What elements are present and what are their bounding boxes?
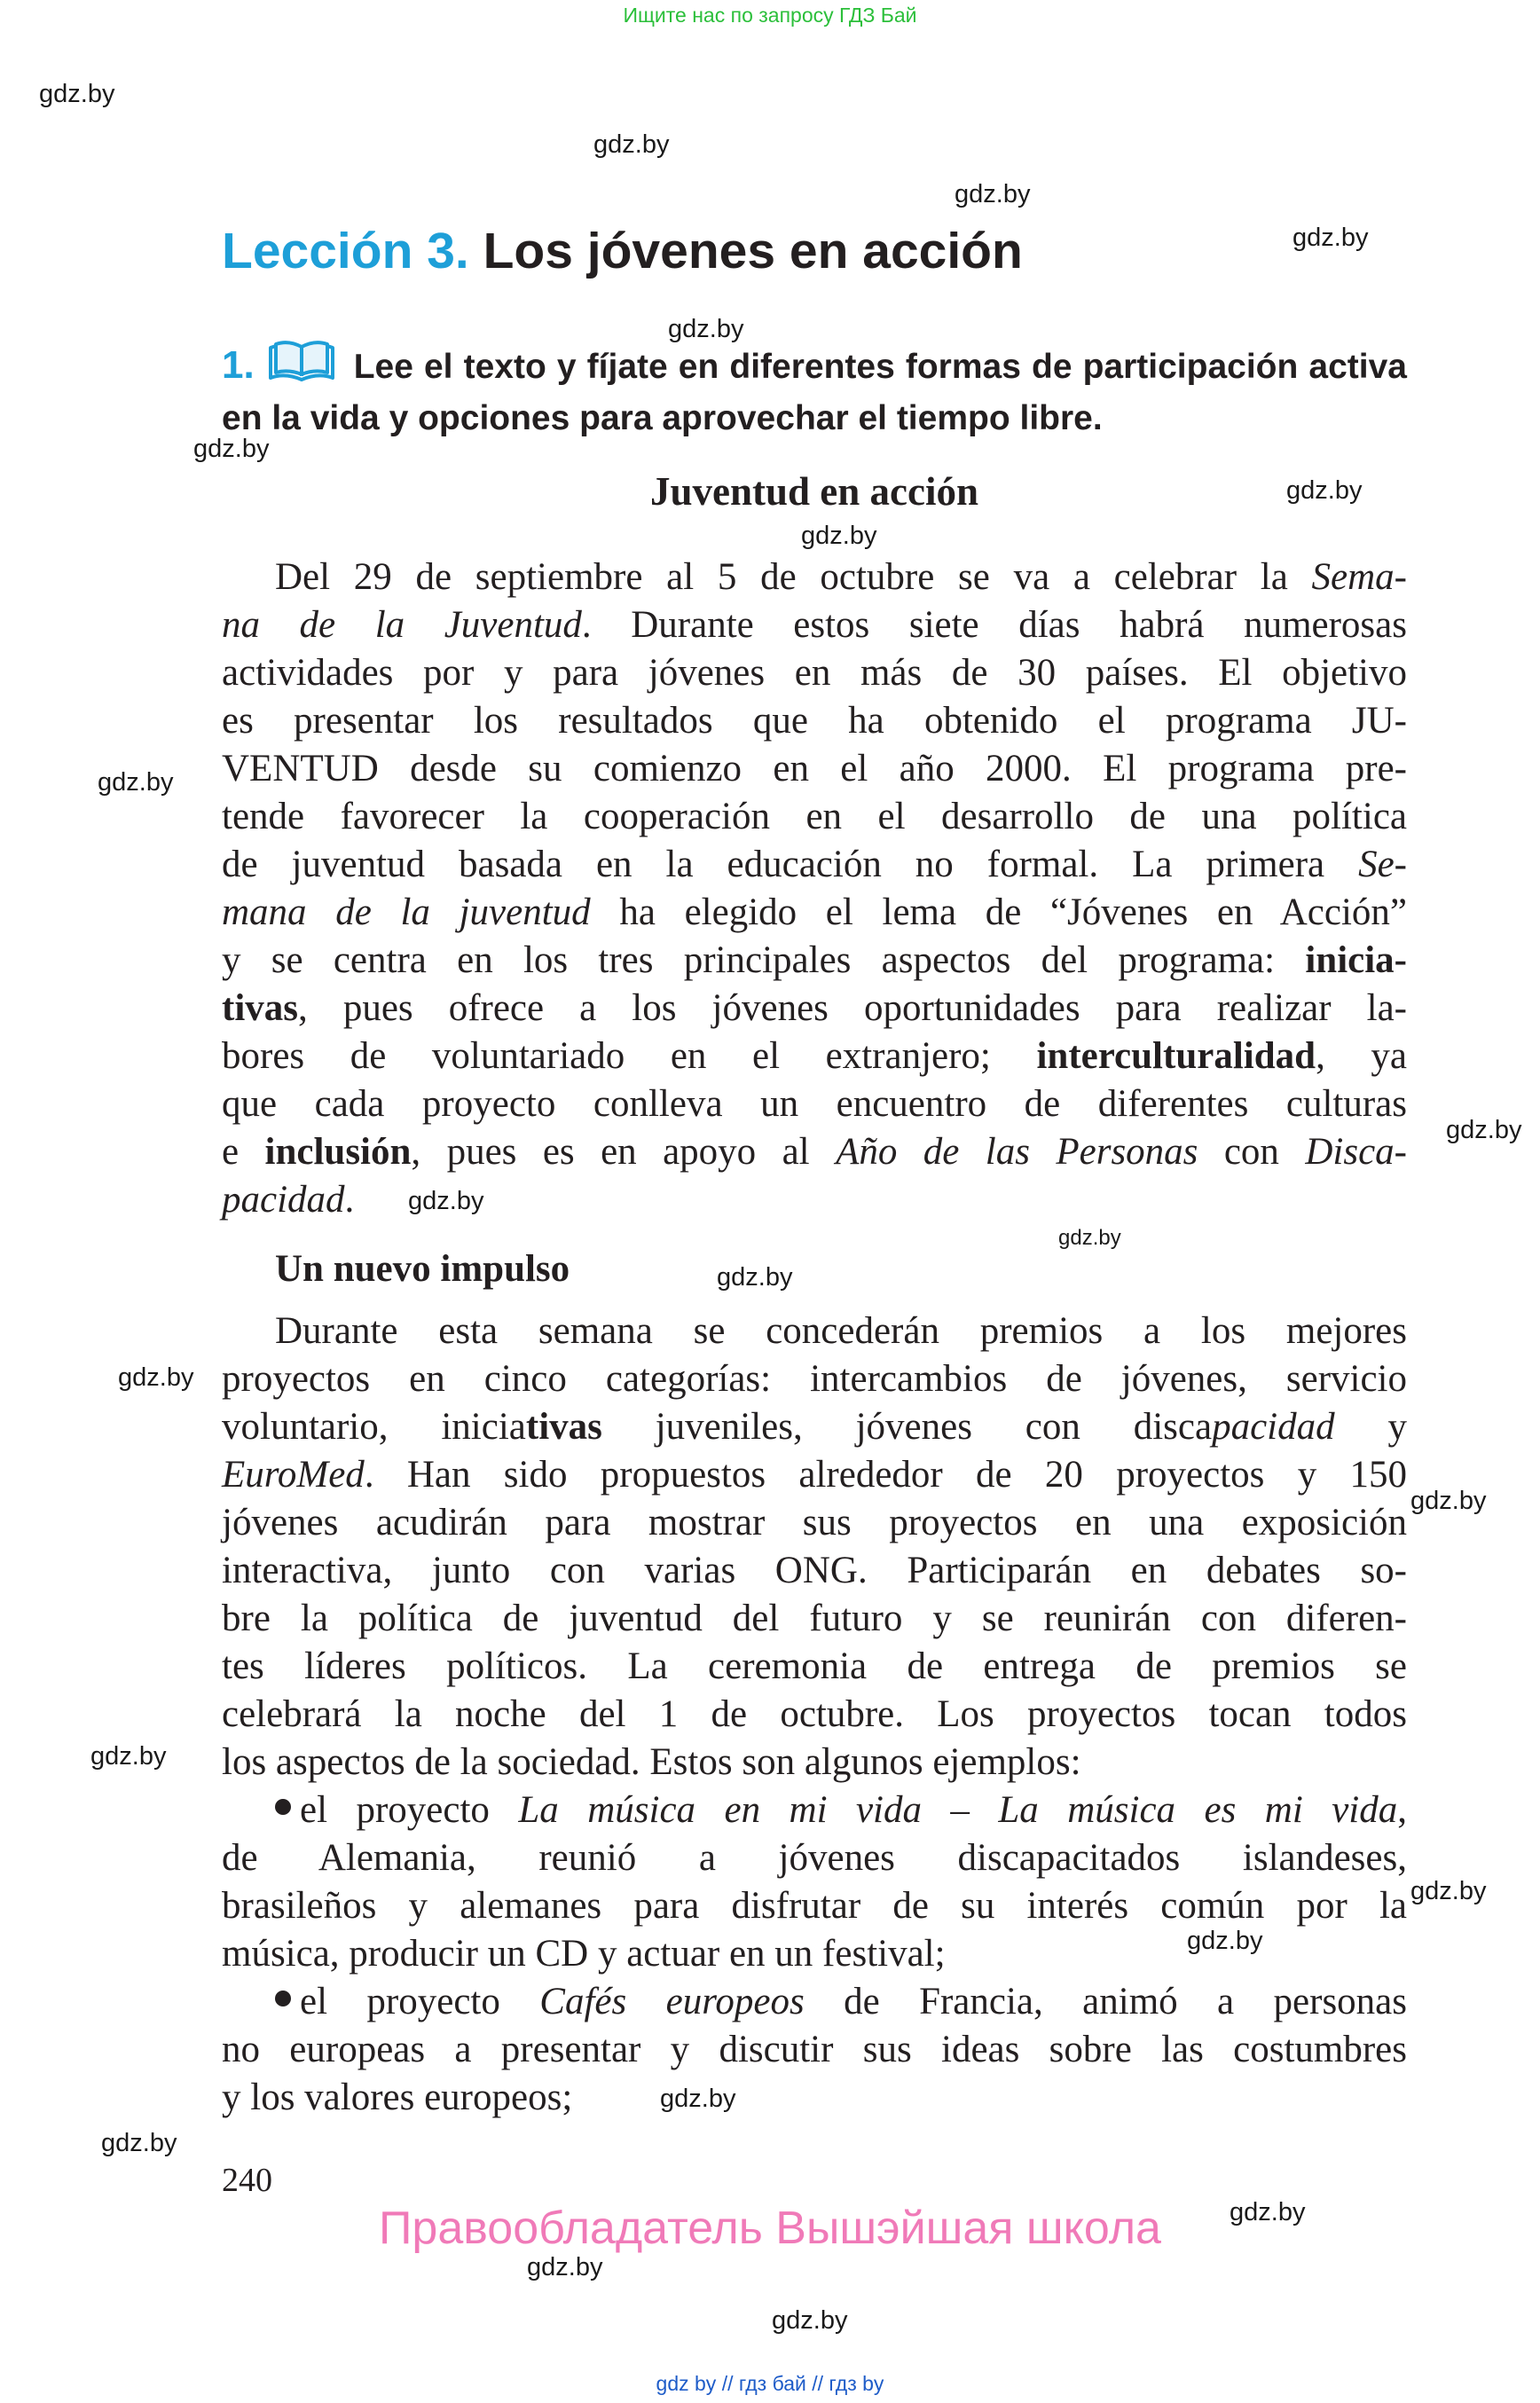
footer-links[interactable]: gdz by // гдз бай // гдз by <box>656 2372 884 2395</box>
bullet-icon <box>275 1991 291 2006</box>
text-line: mana de la juventud ha elegido el lema de “Jóvenes en Acción” <box>222 891 1407 933</box>
watermark: gdz.by <box>660 2085 736 2113</box>
watermark: gdz.by <box>717 1263 793 1292</box>
text-line: tende favorecer la cooperación en el desarrollo de una política <box>222 796 1407 837</box>
watermark: gdz.by <box>772 2306 848 2335</box>
watermark: gdz.by <box>39 80 115 108</box>
text-line: tes líderes políticos. La ceremonia de entrega de premios se <box>222 1645 1407 1687</box>
bullet-item-1 <box>222 1787 1407 1978</box>
text-line: celebrará la noche del 1 de octubre. Los proyectos tocan todos <box>222 1693 1407 1735</box>
paragraph-2 <box>222 1308 1407 1787</box>
text-line: actividades por y para jóvenes en más de 30 países. El objetivo <box>222 652 1407 694</box>
text-line: VENTUD desde su comienzo en el año 2000. El programa pre- <box>222 748 1407 789</box>
text-line: na de la Juventud. Durante estos siete días habrá numerosas <box>222 604 1407 646</box>
watermark: gdz.by <box>801 522 877 550</box>
watermark: gdz.by <box>408 1187 484 1215</box>
lesson-name: Los jóvenes en acción <box>483 223 1023 279</box>
watermark: gdz.by <box>955 180 1031 208</box>
watermark: gdz.by <box>1187 1927 1263 1955</box>
watermark: gdz.by <box>1230 2198 1306 2226</box>
text-heading: Juventud en acción <box>649 469 979 514</box>
watermark: gdz.by <box>1410 1487 1487 1515</box>
lesson-number: Lección 3. <box>222 223 469 279</box>
lesson-title <box>222 222 1023 280</box>
text-line: EuroMed. Han sido propuestos alrededor de 20 proyectos y 150 <box>222 1454 1407 1496</box>
text-line: el proyecto Cafés europeos de Francia, animó a personas <box>300 1981 1407 2022</box>
text-line: que cada proyecto conlleva un encuentro de diferentes culturas <box>222 1083 1407 1125</box>
paragraph-1 <box>222 554 1407 1224</box>
watermark: gdz.by <box>1286 476 1363 505</box>
text-line: y los valores europeos; <box>222 2077 573 2118</box>
text-line: música, producir un CD y actuar en un festival; <box>222 1933 946 1975</box>
text-line: bores de voluntariado en el extranjero; interculturalidad, ya <box>222 1035 1407 1077</box>
bullet-icon <box>275 1799 291 1815</box>
watermark: gdz.by <box>527 2253 603 2281</box>
text-line: tivas, pues ofrece a los jóvenes oportunidades para realizar la- <box>222 987 1407 1029</box>
watermark: gdz.by <box>1446 1116 1522 1144</box>
text-line <box>222 1787 1407 1834</box>
exercise-text: Lee el texto y fíjate en diferentes formas de participación activa en la vida y opciones para aprovechar el tiempo libre. <box>222 348 1407 437</box>
text-line: voluntario, iniciativas juveniles, jóvenes con discapacidad y <box>222 1406 1407 1448</box>
text-line: brasileños y alemanes para disfrutar de su interés común por la <box>222 1885 1407 1927</box>
watermark: gdz.by <box>118 1363 194 1392</box>
watermark: gdz.by <box>668 315 744 343</box>
exercise-instruction <box>222 339 1407 442</box>
text-line: es presentar los resultados que ha obtenido el programa JU- <box>222 700 1407 742</box>
watermark: gdz.by <box>1292 224 1369 252</box>
watermark: gdz.by <box>101 2129 177 2157</box>
text-line <box>222 1978 1407 2026</box>
subheading: Un nuevo impulso <box>275 1248 570 1290</box>
watermark: gdz.by <box>1058 1226 1121 1250</box>
text-line: e inclusión, pues es en apoyo al Año de las Personas con Disca- <box>222 1131 1407 1173</box>
bullet-item-2 <box>222 1978 1407 2122</box>
text-line: los aspectos de la sociedad. Estos son algunos ejemplos: <box>222 1741 1081 1783</box>
text-line: de Alemania, reunió a jóvenes discapacitados islandeses, <box>222 1837 1407 1879</box>
exercise-number: 1. <box>222 343 255 387</box>
text-line: pacidad. <box>222 1179 355 1221</box>
page-number: 240 <box>222 2162 272 2199</box>
watermark: gdz.by <box>193 435 270 463</box>
text-line: Del 29 de septiembre al 5 de octubre se va a celebrar la Sema- <box>275 556 1407 598</box>
text-line: y se centra en los tres principales aspectos del programa: inicia- <box>222 939 1407 981</box>
text-line: bre la política de juventud del futuro y se reunirán con diferen- <box>222 1598 1407 1639</box>
text-line: proyectos en cinco categorías: intercambios de jóvenes, servicio <box>222 1358 1407 1400</box>
text-line: Durante esta semana se concederán premios a los mejores <box>275 1310 1407 1352</box>
top-banner[interactable]: Ищите нас по запросу ГДЗ Бай <box>623 4 917 27</box>
watermark: gdz.by <box>593 130 670 159</box>
watermark: gdz.by <box>1410 1877 1487 1905</box>
open-book-icon <box>267 339 336 396</box>
watermark: gdz.by <box>98 768 174 797</box>
copyright-holder: Правообладатель Вышэйшая школа <box>379 2203 1161 2254</box>
text-line: jóvenes acudirán para mostrar sus proyectos en una exposición <box>222 1502 1407 1543</box>
watermark: gdz.by <box>90 1742 167 1771</box>
text-line: de juventud basada en la educación no formal. La primera Se- <box>222 844 1407 885</box>
text-line: interactiva, junto con varias ONG. Participarán en debates so- <box>222 1550 1407 1591</box>
text-line: no europeas a presentar y discutir sus ideas sobre las costumbres <box>222 2029 1407 2070</box>
text-line: el proyecto La música en mi vida – La música es mi vida, <box>300 1789 1407 1831</box>
